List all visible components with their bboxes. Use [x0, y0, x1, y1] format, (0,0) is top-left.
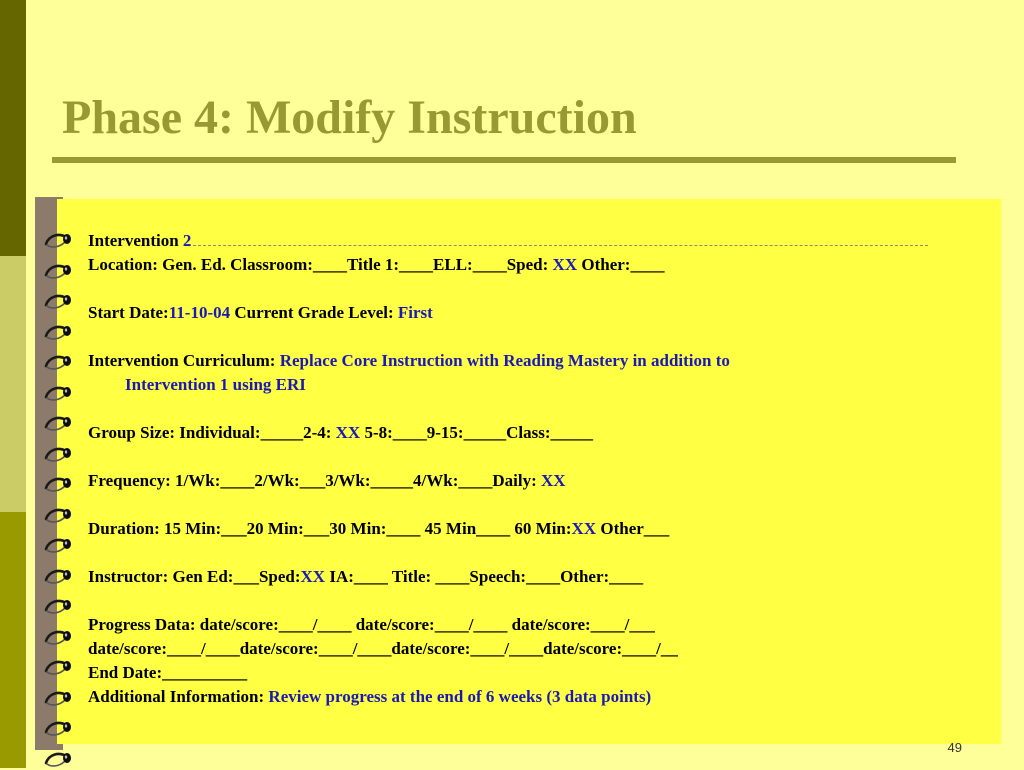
- additional-info-line: [88, 685, 988, 709]
- binder-ring-icon: [43, 748, 75, 770]
- start-date-value: 11-10-04: [168, 303, 231, 322]
- instructor-value: XX: [300, 567, 326, 586]
- slide-number: 49: [947, 740, 962, 755]
- group-size-label: Group Size: Individual:_____2-4:: [88, 423, 336, 442]
- instructor-label: Instructor: Gen Ed:___Sped:: [88, 567, 301, 586]
- binder-ring-icon: [43, 382, 75, 404]
- additional-info-label: Additional Information:: [88, 687, 269, 706]
- curriculum-line-2: [88, 373, 988, 397]
- duration-line: [88, 517, 988, 541]
- group-size-rest: 5-8:____9-15:_____Class:_____: [360, 423, 593, 442]
- instructor-rest: IA:____ Title: ____Speech:____Other:____: [325, 567, 644, 586]
- binder-ring-icon: [43, 687, 75, 709]
- start-date-label: Start Date:: [88, 303, 169, 322]
- progress-line-2: date/score:____/____date/score:____/____date/score:____/____date/score:____/__: [88, 639, 678, 658]
- group-size-line: [88, 421, 988, 445]
- group-size-value: XX: [335, 423, 361, 442]
- intervention-line: [88, 229, 988, 253]
- end-date-line: End Date:__________: [88, 663, 248, 682]
- start-date-line: [88, 301, 988, 325]
- binder-ring-icon: [43, 229, 75, 251]
- location-other: Other:____: [577, 255, 665, 274]
- location-label: Location: Gen. Ed. Classroom:____Title 1:____ELL:____Sped:: [88, 255, 553, 274]
- slide-title: Phase 4: Modify Instruction: [62, 91, 637, 144]
- accent-bar-middle: [0, 256, 26, 512]
- binder-ring-icon: [43, 656, 75, 678]
- curriculum-value: Replace Core Instruction with Reading Mastery in addition to: [279, 351, 730, 370]
- binder-ring-icon: [43, 321, 75, 343]
- curriculum-line: [88, 349, 988, 373]
- additional-info-value: Review progress at the end of 6 weeks (3 data points): [268, 687, 652, 706]
- frequency-value: XX: [541, 471, 566, 490]
- frequency-line: [88, 469, 988, 493]
- progress-line-1: Progress Data: date/score:____/____ date/score:____/____ date/score:____/___: [88, 615, 655, 634]
- binder-ring-icon: [43, 473, 75, 495]
- accent-bar-top: [0, 0, 26, 256]
- binder-ring-icon: [43, 260, 75, 282]
- grade-level-value: First: [397, 303, 433, 322]
- intervention-label: Intervention: [88, 231, 183, 250]
- binder-ring-icon: [43, 565, 75, 587]
- curriculum-value-cont: Intervention 1 using ERI: [125, 375, 306, 394]
- intervention-form: [88, 229, 988, 709]
- binder-ring-icon: [43, 412, 75, 434]
- title-underline: [52, 157, 956, 163]
- frequency-label: Frequency: 1/Wk:____2/Wk:___3/Wk:_____4/Wk:____Daily:: [88, 471, 542, 490]
- curriculum-label: Intervention Curriculum:: [88, 351, 280, 370]
- binder-ring-icon: [43, 595, 75, 617]
- accent-bar-bottom: [0, 512, 26, 768]
- binder-ring-icon: [43, 626, 75, 648]
- intervention-value: 2: [182, 231, 192, 250]
- binder-ring-icon: [43, 534, 75, 556]
- binder-ring-icon: [43, 290, 75, 312]
- grade-level-label: Current Grade Level:: [230, 303, 398, 322]
- binder-ring-icon: [43, 504, 75, 526]
- binder-ring-icon: [43, 351, 75, 373]
- location-line: [88, 253, 988, 277]
- binder-ring-icon: [43, 717, 75, 739]
- location-value: XX: [552, 255, 578, 274]
- dashed-divider: [193, 245, 928, 246]
- duration-other: Other___: [596, 519, 670, 538]
- duration-value: XX: [571, 519, 597, 538]
- duration-label: Duration: 15 Min:___20 Min:___30 Min:____ 45 Min____ 60 Min:: [88, 519, 572, 538]
- binder-ring-icon: [43, 443, 75, 465]
- instructor-line: [88, 565, 988, 589]
